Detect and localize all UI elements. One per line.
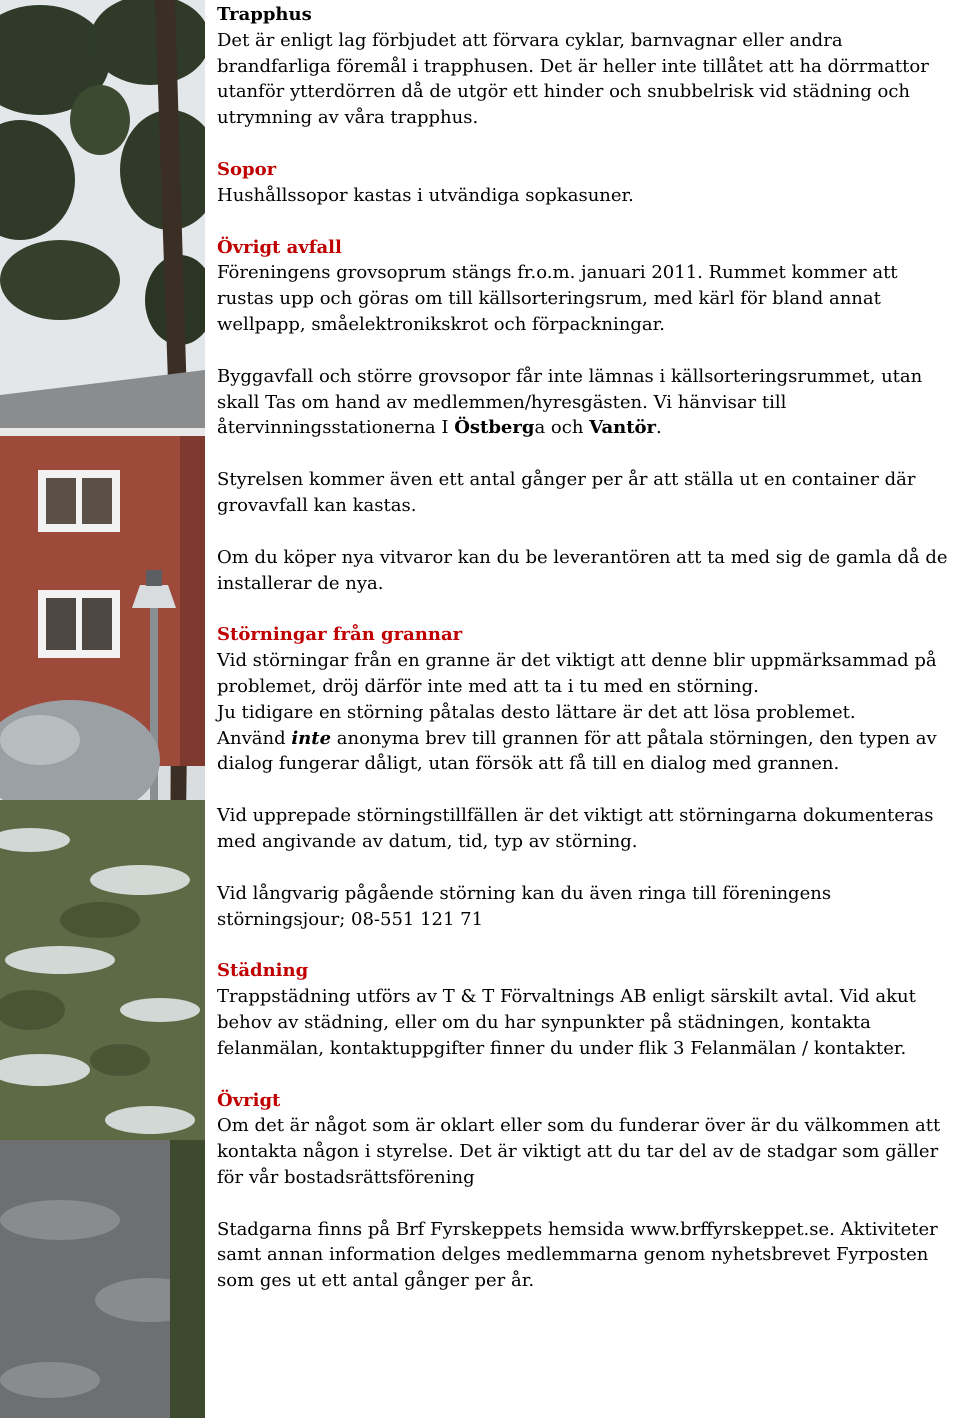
ovrigt-avfall-p3: Styrelsen kommer även ett antal gånger per år att ställa ut en container där grovavfall kan kastas. <box>217 469 916 516</box>
ovrigt-p1: Om det är något som är oklart eller som du funderar över är du välkommen att kontakta någon i styrelse. Det är viktigt att du tar del av de stadgar som gäller för vår bostadsrättsförening <box>217 1115 941 1188</box>
p2-text-a: Byggavfall och större grovsopor får inte lämnas i källsorteringsrummet, utan skall Tas om hand av medlemmen/hyresgästen. Vi hänvisar till återvinningsstationerna I <box>217 365 923 439</box>
stadning-text: Trappstädning utförs av T & T Förvaltnings AB enligt särskilt avtal. Vid akut behov av städning, eller om du har synpunkter på städningen, kontakta felanmälan, kontaktuppgifter finner du under flik 3 Felanmälan / kontakter. <box>217 986 916 1059</box>
ovrigt-avfall-p2 <box>217 364 955 441</box>
storningar-l1: Vid störningar från en granne är det viktigt att denne blir uppmärksammad på problemet, dröj därför inte med att ta i tu med en störning. <box>217 650 937 697</box>
section-sopor <box>217 157 955 209</box>
section-storningar <box>217 622 955 932</box>
trapphus-text: Det är enligt lag förbjudet att förvara cyklar, barnvagnar eller andra brandfarliga föremål i trapphusen. Det är heller inte tillåtet att ha dörrmattor utanför ytterdörren då de utgör ett hinder och snubbelrisk vid städning och utrymning av våra trapphus. <box>217 29 929 129</box>
heading-ovrigt-avfall: Övrigt avfall <box>217 236 342 258</box>
l3-emphasis: inte <box>291 727 332 749</box>
section-trapphus <box>217 2 955 131</box>
l3-text-b: anonyma brev till grannen för att påtala störningen, den typen av dialog fungerar dåligt, utan försök att få till en dialog med grannen. <box>217 727 937 775</box>
place-vantor: Vantör <box>589 417 657 439</box>
heading-storningar: Störningar från grannar <box>217 624 463 646</box>
storningar-l2: Ju tidigare en störning påtalas desto lättare är det att lösa problemet. <box>217 701 856 723</box>
section-stadning <box>217 958 955 1061</box>
document-body <box>217 2 955 1294</box>
sopor-text: Hushållssopor kastas i utvändiga sopkasuner. <box>217 184 634 206</box>
heading-trapphus: Trapphus <box>217 4 312 25</box>
decorative-photo <box>0 0 205 1418</box>
heading-sopor: Sopor <box>217 158 277 180</box>
section-ovrigt-avfall <box>217 235 955 597</box>
ovrigt-p2: Stadgarna finns på Brf Fyrskeppets hemsida www.brffyrskeppet.se. Aktiviteter samt annan information delges medlemmarna genom nyhetsbrevet Fyrposten som ges ut ett antal gånger per år. <box>217 1218 938 1292</box>
ovrigt-avfall-p1: Föreningens grovsoprum stängs fr.o.m. januari 2011. Rummet kommer att rustas upp och göras om till källsorteringsrum, med kärl för bland annat wellpapp, småelektronikskrot och förpackningar. <box>217 262 898 335</box>
place-ostberg: Östberg <box>454 417 535 439</box>
p2-text-c: . <box>656 417 662 439</box>
section-ovrigt <box>217 1088 955 1295</box>
heading-ovrigt: Övrigt <box>217 1089 281 1111</box>
l3-text-a: Använd <box>217 727 292 749</box>
p2-text-b: a och <box>534 417 590 439</box>
ovrigt-avfall-p4: Om du köper nya vitvaror kan du be leverantören att ta med sig de gamla då de installerar de nya. <box>217 546 948 594</box>
storningar-p2: Vid upprepade störningstillfällen är det viktigt att störningarna dokumenteras med angivande av datum, tid, typ av störning. <box>217 805 934 852</box>
storningar-p3: Vid långvarig pågående störning kan du även ringa till föreningens störningsjour; 08-551 121 71 <box>217 882 832 930</box>
storningar-l3 <box>217 726 955 778</box>
heading-stadning: Städning <box>217 960 309 982</box>
